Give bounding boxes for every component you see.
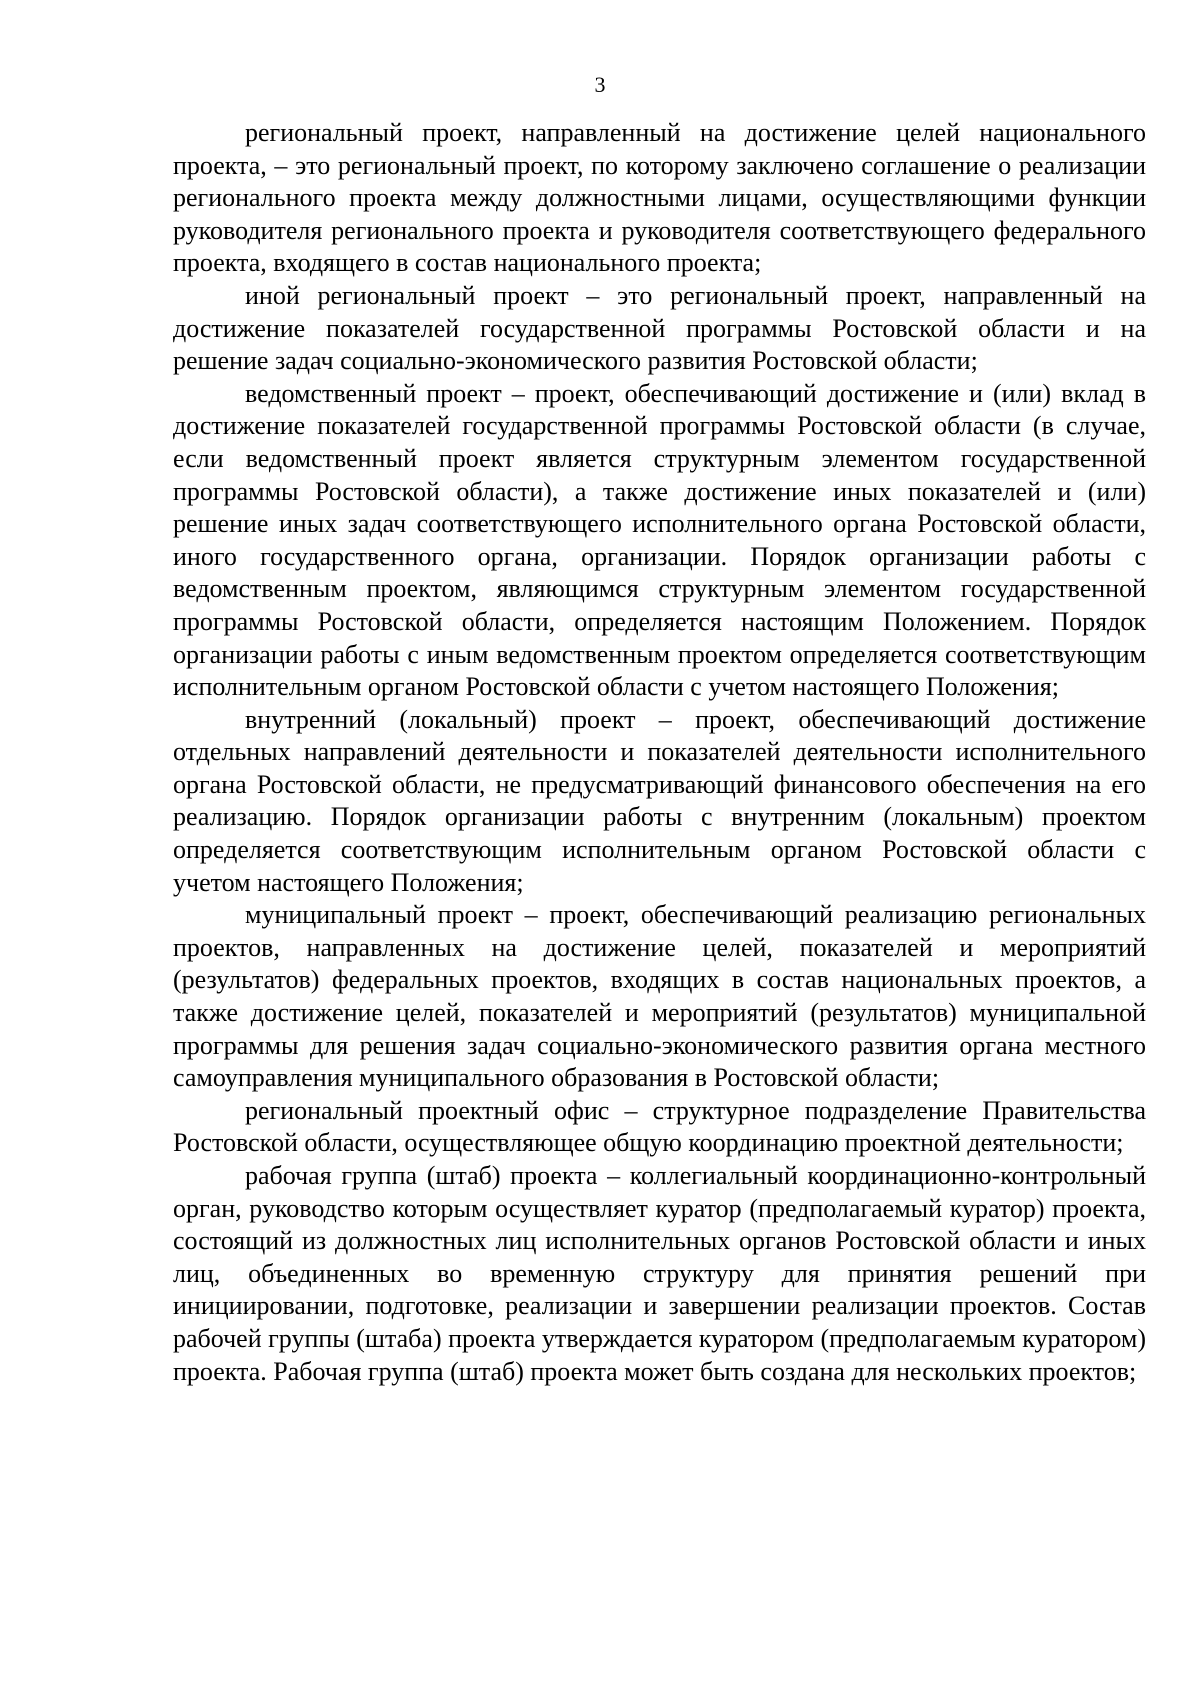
document-body <box>173 117 1146 1388</box>
paragraph-regional-project-national: региональный проект, направленный на достижение целей национального проекта, – это региональный проект, по которому заключено соглашение о реализации регионального проекта между должностными лицами, осуществляющими функции руководителя регионального проекта и руководителя соответствующего федерального проекта, входящего в состав национального проекта; <box>173 118 1146 278</box>
paragraph-internal-project: внутренний (локальный) проект – проект, обеспечивающий достижение отдельных направлений деятельности и показателей деятельности исполнительного органа Ростовской области, не предусматривающий финансового обеспечения на его реализацию. Порядок организации работы с внутренним (локальным) проектом определяется соответствующим исполнительным органом Ростовской области с учетом настоящего Положения; <box>173 704 1146 897</box>
paragraph-departmental-project: ведомственный проект – проект, обеспечивающий достижение и (или) вклад в достижение показателей государственной программы Ростовской области (в случае, если ведомственный проект является структурным элементом государственной программы Ростовской области), а также достижение иных показателей и (или) решение иных задач соответствующего исполнительного органа Ростовской области, иного государственного органа, организации. Порядок организации работы с ведомственным проектом, являющимся структурным элементом государственной программы Ростовской области, определяется настоящим Положением. Порядок организации работы с иным ведомственным проектом определяется соответствующим исполнительным органом Ростовской области с учетом настоящего Положения; <box>173 378 1146 702</box>
paragraph-municipal-project: муниципальный проект – проект, обеспечивающий реализацию региональных проектов, направленных на достижение целей, показателей и мероприятий (результатов) федеральных проектов, входящих в состав национальных проектов, а также достижение целей, показателей и мероприятий (результатов) муниципальной программы для решения задач социально-экономического развития органа местного самоуправления муниципального образования в Ростовской области; <box>173 900 1146 1093</box>
paragraph-other-regional-project: иной региональный проект – это региональный проект, направленный на достижение показателей государственной программы Ростовской области и на решение задач социально-экономического развития Ростовской области; <box>173 280 1146 376</box>
page-number: 3 <box>594 72 606 97</box>
paragraph-regional-project-office: региональный проектный офис – структурное подразделение Правительства Ростовской области, осуществляющее общую координацию проектной деятельности; <box>173 1095 1146 1158</box>
paragraph-working-group: рабочая группа (штаб) проекта – коллегиальный координационно-контрольный орган, руководство которым осуществляет куратор (предполагаемый куратор) проекта, состоящий из должностных лиц исполнительных органов Ростовской области и иных лиц, объединенных во временную структуру для принятия решений при инициировании, подготовке, реализации и завершении реализации проектов. Состав рабочей группы (штаба) проекта утверждается куратором (предполагаемым куратором) проекта. Рабочая группа (штаб) проекта может быть создана для нескольких проектов; <box>173 1161 1146 1386</box>
